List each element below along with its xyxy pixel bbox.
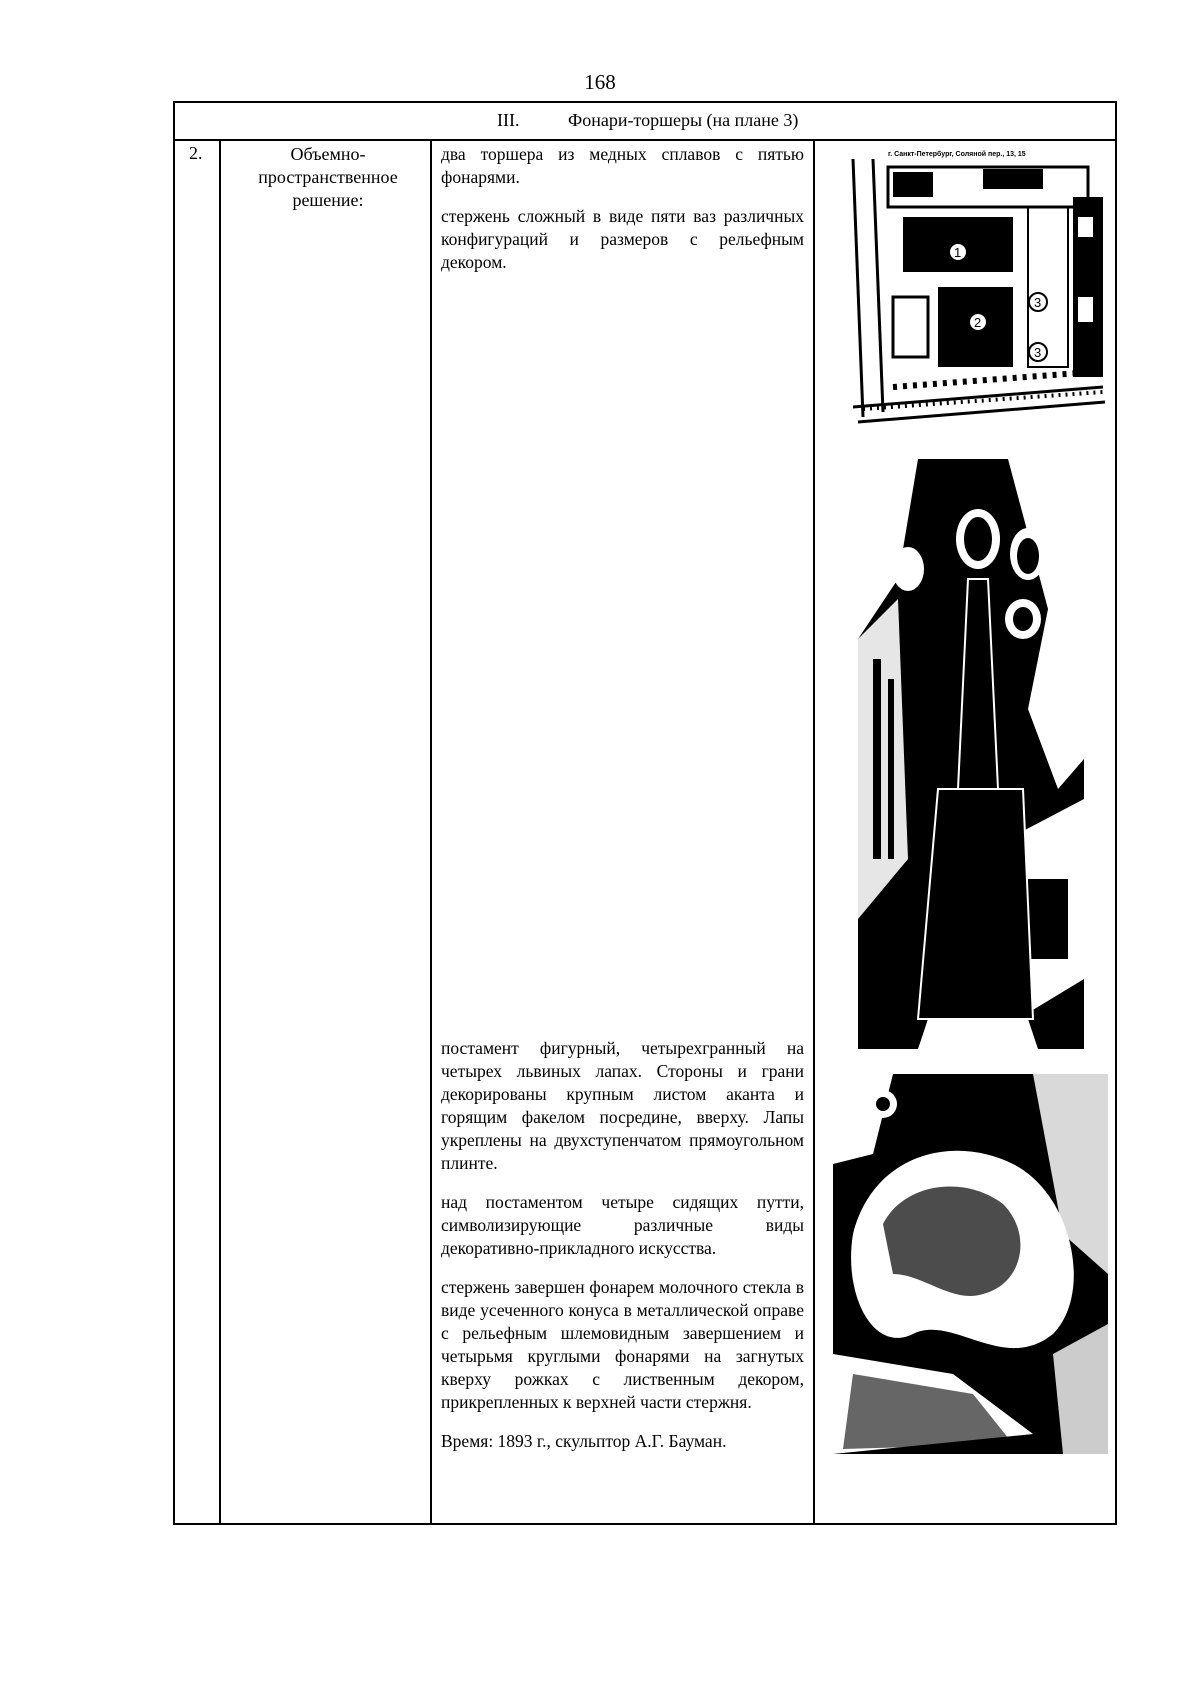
- site-plan-map: [833, 147, 1110, 426]
- section-title: Фонари-торшеры (на плане 3): [568, 110, 799, 130]
- page-number: 168: [584, 70, 616, 94]
- paragraph-pedestal: постамент фигурный, четырехгранный на четырех львиных лапах. Стороны и грани декорированы крупным листом аканта и горящим факелом посредине, вверху. Лапы укреплены на двухступенчатом прямоугольном плинте.: [441, 1038, 804, 1173]
- row-number: 2.: [189, 143, 203, 163]
- paragraph-putti: над постаментом четыре сидящих путти, символизирующие различные виды декоративно-прикладного искусства.: [441, 1192, 804, 1258]
- plan-marker-3a: 3: [1034, 295, 1042, 310]
- paragraph-date: Время: 1893 г., скульптор А.Г. Бауман.: [441, 1431, 727, 1451]
- description-text-bottom: [441, 1037, 804, 1453]
- column-divider: [813, 139, 815, 1523]
- paragraph-lantern: стержень завершен фонарем молочного стекла в виде усеченного конуса в металлической оправе с рельефным шлемовидным завершением и четырьмя круглыми фонарями на загнутых кверху рожках с лиственным декором, прикрепленных к верхней части стержня.: [441, 1277, 804, 1412]
- plan-marker-2: 2: [974, 315, 982, 330]
- section-number: III.: [497, 110, 520, 130]
- pedestal-detail-photo: [833, 1074, 1108, 1454]
- paragraph-shaft: стержень сложный в виде пяти ваз различных конфигураций и размеров с рельефным декором.: [441, 206, 804, 272]
- row-label-line: решение:: [292, 190, 364, 210]
- plan-caption: г. Санкт-Петербург, Соляной пер., 13, 15: [888, 151, 1026, 158]
- column-divider: [219, 139, 221, 1523]
- lamp-photo: [858, 459, 1084, 1049]
- row-label: [223, 143, 433, 212]
- section-header: [175, 103, 1115, 141]
- plan-marker-3b: 3: [1034, 345, 1042, 360]
- plan-marker-1: 1: [954, 245, 962, 260]
- row-label-line: Объемно-: [290, 144, 366, 164]
- row-label-line: пространственное: [258, 167, 398, 187]
- monument-table: [173, 101, 1117, 1525]
- paragraph-material: два торшера из медных сплавов с пятью фонарями.: [441, 144, 804, 187]
- description-text-top: [441, 143, 804, 274]
- column-divider: [430, 139, 432, 1523]
